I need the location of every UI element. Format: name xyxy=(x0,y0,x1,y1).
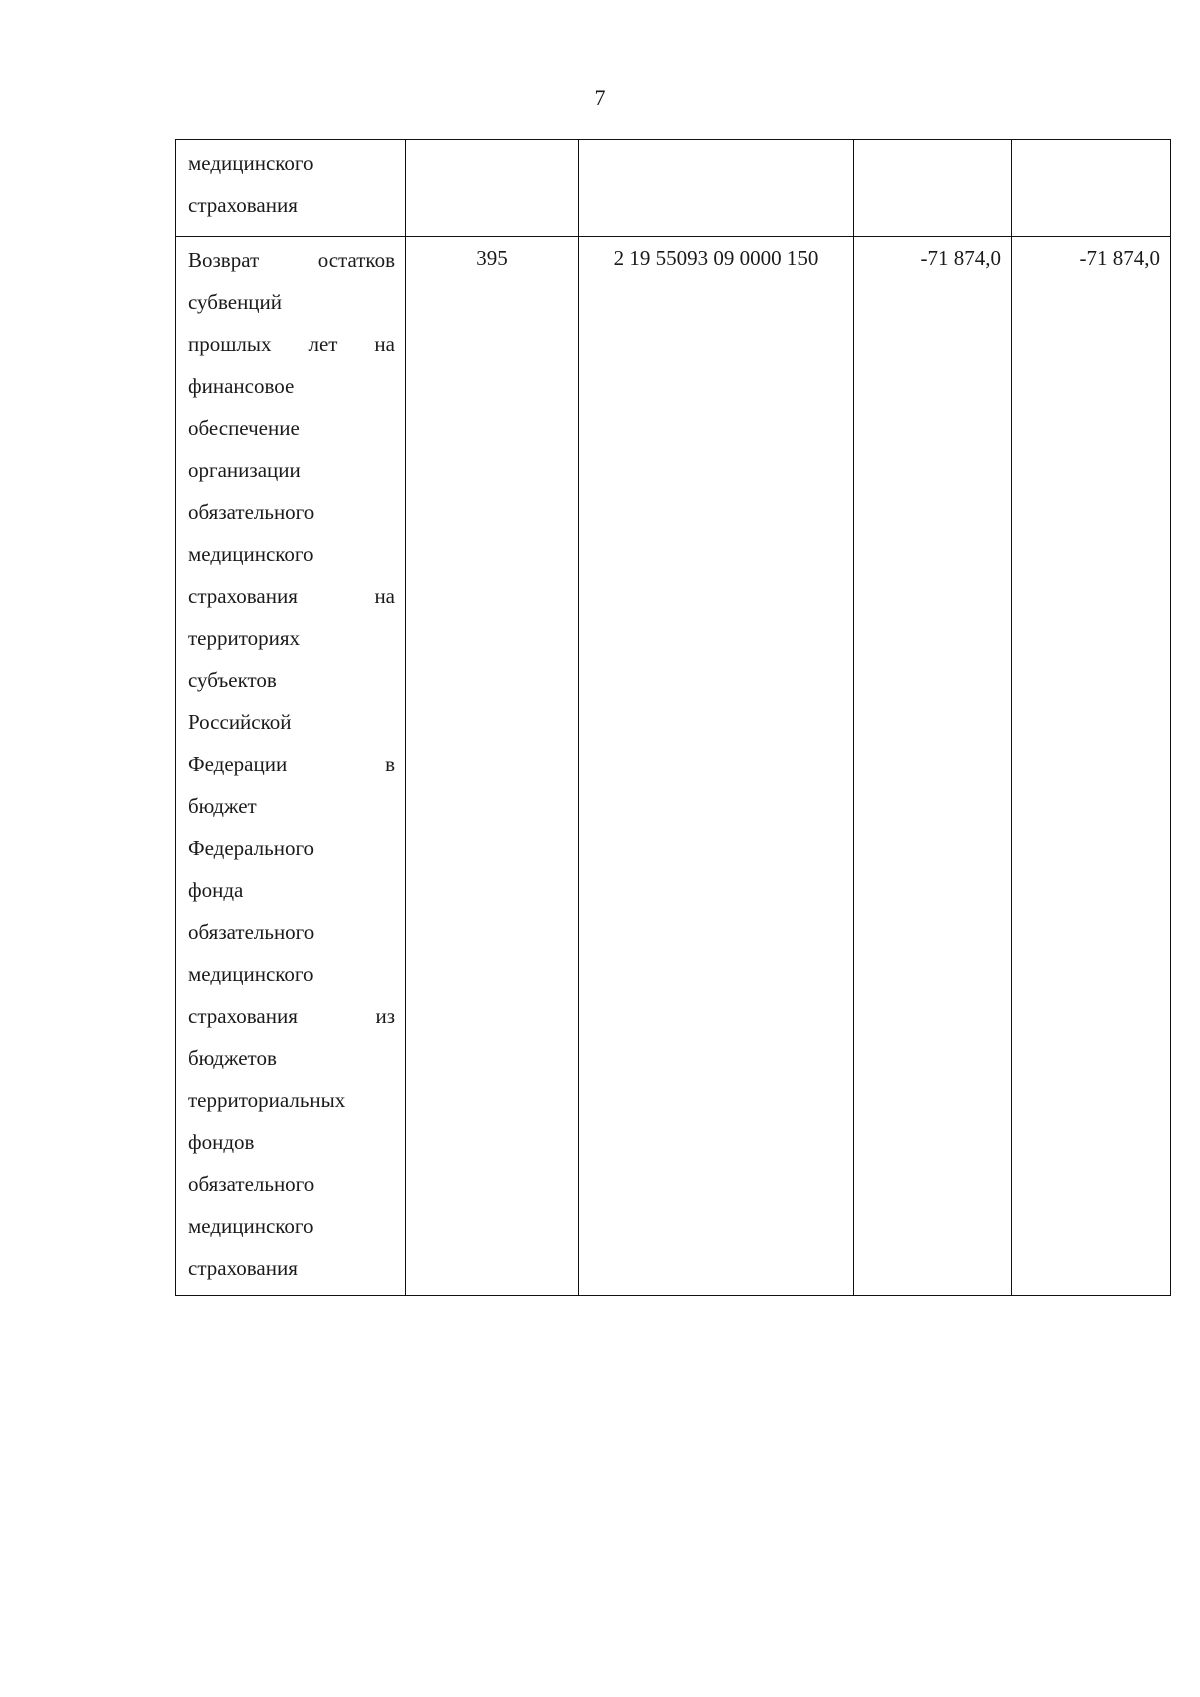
name-word: медицинского xyxy=(188,962,314,986)
name-line xyxy=(188,911,395,953)
name-word: на xyxy=(374,332,395,356)
page-number: 7 xyxy=(594,85,606,110)
name-word: обеспечение xyxy=(188,416,300,440)
name-word: медицинского xyxy=(188,542,314,566)
name-word: медицинского xyxy=(188,1214,314,1238)
name-line xyxy=(188,617,395,659)
name-word: субвенций xyxy=(188,290,283,314)
admin-code-cell: 395 xyxy=(406,237,579,1296)
name-line: медицинского xyxy=(188,151,314,175)
name-word: обязательного xyxy=(188,500,315,524)
name-line xyxy=(188,239,395,281)
budget-table xyxy=(175,139,1171,1296)
name-line xyxy=(188,743,395,785)
name-word: страхования xyxy=(188,1004,298,1028)
name-word: лет xyxy=(308,332,338,356)
name-line xyxy=(188,407,395,449)
name-line xyxy=(188,701,395,743)
name-line xyxy=(188,365,395,407)
sum-cell-1 xyxy=(854,140,1012,237)
name-line xyxy=(188,1121,395,1163)
admin-code-cell xyxy=(406,140,579,237)
name-word: территориях xyxy=(188,626,301,650)
name-line xyxy=(188,953,395,995)
name-word: бюджет xyxy=(188,794,257,818)
name-line xyxy=(188,995,395,1037)
name-line xyxy=(188,1247,395,1289)
name-word: страхования xyxy=(188,1256,298,1280)
table-row-return-subventions xyxy=(176,237,1171,1296)
name-word: обязательного xyxy=(188,1172,315,1196)
name-line xyxy=(188,785,395,827)
name-line xyxy=(188,827,395,869)
name-line xyxy=(188,1163,395,1205)
name-word: бюджетов xyxy=(188,1046,277,1070)
name-word: Федерации xyxy=(188,752,288,776)
name-word: фонда xyxy=(188,878,244,902)
name-word: организации xyxy=(188,458,301,482)
name-word: в xyxy=(385,752,395,776)
name-line xyxy=(188,449,395,491)
name-line xyxy=(188,491,395,533)
name-cell xyxy=(176,237,406,1296)
name-word: на xyxy=(374,584,395,608)
name-word: прошлых xyxy=(188,332,272,356)
name-line xyxy=(188,659,395,701)
name-line xyxy=(188,575,395,617)
name-word: фондов xyxy=(188,1130,255,1154)
budget-code-cell xyxy=(579,140,854,237)
name-word: субъектов xyxy=(188,668,277,692)
sum-cell-2 xyxy=(1012,140,1171,237)
sum-cell-2: -71 874,0 xyxy=(1012,237,1171,1296)
name-word: территориальных xyxy=(188,1088,346,1112)
name-word: Федерального xyxy=(188,836,315,860)
name-word: финансовое xyxy=(188,374,295,398)
name-line xyxy=(188,1079,395,1121)
name-word: страхования xyxy=(188,584,298,608)
name-line: страхования xyxy=(188,193,298,217)
table-row-continuation xyxy=(176,140,1171,237)
name-line xyxy=(188,1037,395,1079)
sum-cell-1: -71 874,0 xyxy=(854,237,1012,1296)
name-line xyxy=(188,869,395,911)
name-line xyxy=(188,1205,395,1247)
name-word: Российской xyxy=(188,710,292,734)
budget-code-cell: 2 19 55093 09 0000 150 xyxy=(579,237,854,1296)
name-word: из xyxy=(375,1004,395,1028)
name-word: остатков xyxy=(317,248,395,272)
name-word: обязательного xyxy=(188,920,315,944)
name-word: Возврат xyxy=(188,248,260,272)
name-line xyxy=(188,323,395,365)
name-line xyxy=(188,533,395,575)
name-cell xyxy=(176,140,406,237)
name-line xyxy=(188,281,395,323)
